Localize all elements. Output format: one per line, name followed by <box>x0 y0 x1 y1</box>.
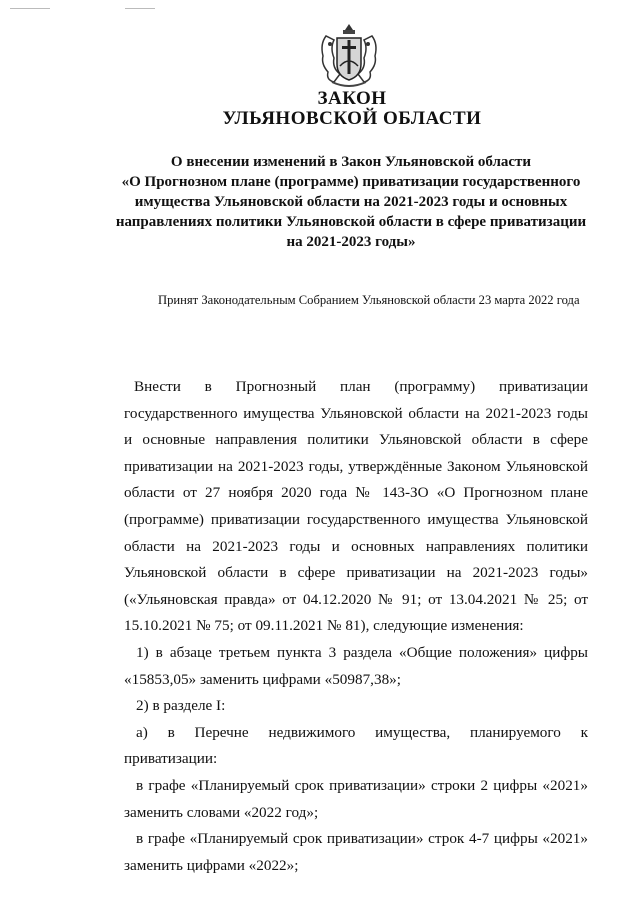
adoption-note: Принят Законодательным Собранием Ульяновской области 23 марта 2022 года <box>158 293 580 307</box>
body-paragraph-change-1: в графе «Планируемый срок приватизации» строки 2 цифры «2021» заменить словами «2022 год»; <box>124 776 588 821</box>
subject-line: направлениях политики Ульяновской области в сфере приватизации <box>115 214 587 230</box>
coat-of-arms-icon <box>318 22 380 90</box>
law-body <box>124 374 588 879</box>
document-type-title: ЗАКОН <box>317 88 387 109</box>
coat-of-arms-emblem <box>318 22 380 90</box>
scan-mark-right <box>125 8 155 9</box>
law-subject-heading <box>112 152 590 252</box>
scan-mark-left <box>10 8 50 9</box>
subject-line: «О Прогнозном плане (программе) приватизации государственного <box>121 174 581 190</box>
body-paragraph-item-1: 1) в абзаце третьем пункта 3 раздела «Общие положения» цифры «15853,05» заменить цифрами «50987,38»; <box>124 643 588 688</box>
body-paragraph-item-a: а) в Перечне недвижимого имущества, планируемого к приватизации: <box>124 723 588 768</box>
subject-line: О внесении изменений в Закон Ульяновской области <box>170 154 532 170</box>
body-paragraph-change-2: в графе «Планируемый срок приватизации» строк 4-7 цифры «2021» заменить цифрами «2022»; <box>124 830 588 874</box>
subject-line: имущества Ульяновской области на 2021-2023 годы и основных <box>134 194 568 210</box>
body-paragraph-item-2: 2) в разделе I: <box>136 697 226 715</box>
region-title: УЛЬЯНОВСКОЙ ОБЛАСТИ <box>222 108 482 129</box>
subject-line: на 2021-2023 годы» <box>286 234 416 250</box>
body-paragraph-main: Внести в Прогнозный план (программу) приватизации государственного имущества Ульяновской области на 2021-2023 годы и основные направления политики Ульяновской области в сфере приватизации на 2021-2023 годы, утверждённые Законом Ульяновской области от 27 ноября 2020 года № 143-ЗО «О Прогнозном плане (программе) приватизации государственного имущества Ульяновской области на 2021-2023 годы и основных направлениях политики Ульяновской области в сфере приватизации на 2021-2023 годы» («Ульяновская правда» от 04.12.2020 № 91; от 13.04.2021 № 25; от 15.10.2021 № 75; от 09.11.2021 № 81), следующие изменения: <box>124 378 588 635</box>
